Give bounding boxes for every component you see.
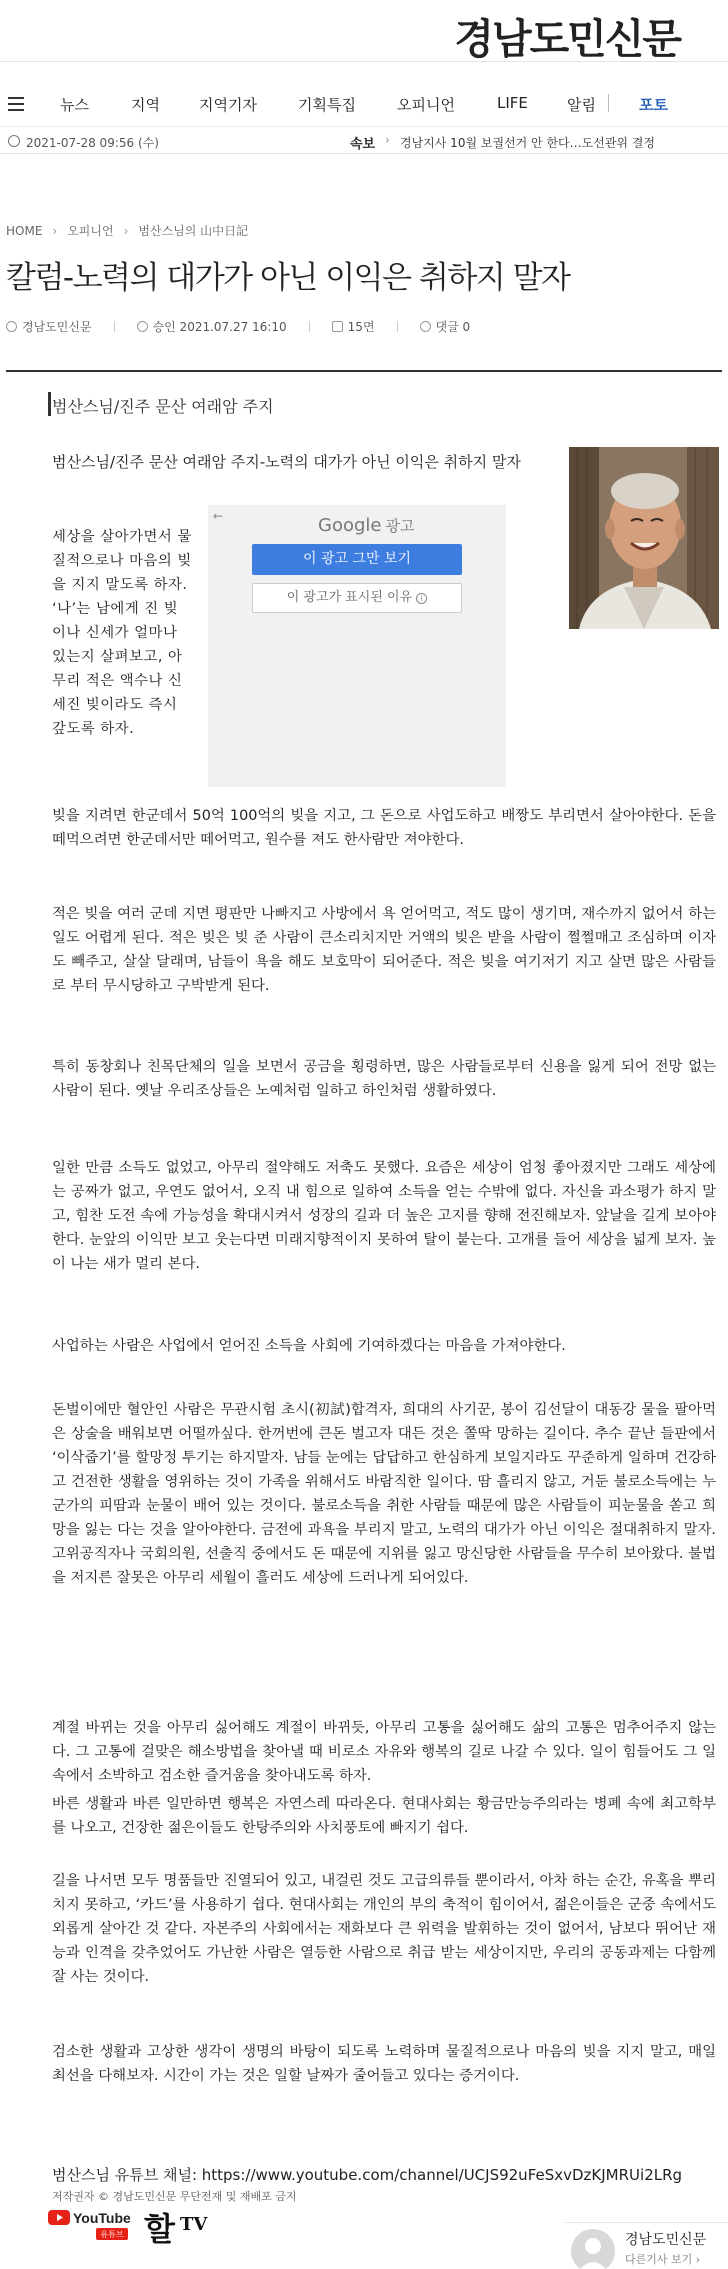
article-paragraph: 검소한 생활과 고상한 생각이 생명의 바탕이 되도록 노력하며 물질적으로나 마음의 빚을 지지 말고, 매일 최선을 다해보자. 시간이 가는 것은 일할 날짜가 줄어들고 있다는 증거이다. — [52, 2044, 716, 2084]
article-lead: 범산스님/진주 문산 여래암 주지-노력의 대가가 아닌 이익은 취하지 말자 — [52, 453, 521, 471]
copyright-notice: 저작권자 © 경남도민신문 무단전재 및 재배포 금지 — [52, 2190, 297, 2203]
article-paragraph: 적은 빚을 여러 군데 지면 평판만 나빠지고 사방에서 욕 얻어먹고, 적도 많이 생기며, 재수까지 없어서 하는 일도 어렵게 된다. 적은 빚은 빚 준 사람이 큰소리치지만 거액의 빚은 받을 사람이 쩔쩔매고 조심하며 이자도 빼주고, 살살 달래며, 남들이 욕을 해도 보호막이 되어준다. 적은 빚을 여기저기 지고 살면 많은 사람들로 부터 무시당하고 구박받게 된다. — [52, 906, 716, 994]
author-card — [565, 2222, 728, 2269]
youtube-channel-link[interactable]: 범산스님 유튜브 채널: https://www.youtube.com/channel/UCJS92uFeSxvDzKJMRUi2LRg — [52, 2166, 683, 2184]
subtitle-bar — [48, 392, 51, 416]
breadcrumb-home[interactable]: HOME — [6, 224, 43, 238]
breaking-news-label: 속보 — [350, 137, 376, 152]
why-this-ad-button[interactable] — [252, 583, 462, 613]
google-logo: Google — [318, 515, 382, 536]
chevron-right-icon: › — [385, 133, 390, 147]
breadcrumb-opinion[interactable]: 오피니언 — [67, 224, 114, 238]
stop-seeing-ad-button[interactable]: 이 광고 그만 보기 — [252, 544, 462, 575]
nav-divider — [608, 94, 609, 112]
why-this-ad-label: 이 광고가 표시된 이유 — [286, 590, 413, 605]
ad-block — [208, 505, 506, 787]
article-author[interactable]: 경남도민신문 — [22, 320, 92, 334]
article-paragraph: 특히 동창회나 친목단체의 일을 보면서 공금을 횡령하면, 많은 사람들로부터 신용을 잃게 되어 전망 없는 사람이 된다. 옛날 우리조상들은 노예처럼 일하고 하인처럼 생활하였다. — [52, 1059, 716, 1099]
page-icon — [332, 321, 343, 332]
site-header — [0, 0, 728, 62]
comment-icon — [420, 321, 431, 332]
info-icon: i — [416, 593, 427, 604]
author-photo — [569, 447, 719, 629]
article-page: 15면 — [347, 320, 375, 334]
nav-item-opinion[interactable]: 오피니언 — [397, 96, 455, 114]
nav-item-news[interactable]: 뉴스 — [60, 96, 89, 114]
youtube-wordmark: YouTube — [73, 2210, 130, 2226]
clock-icon — [137, 321, 148, 332]
breadcrumb-separator-icon: › — [52, 224, 58, 238]
article-paragraph: 계절 바뀌는 것을 아무리 싫어해도 계절이 바뀌듯, 아무리 고통을 싫어해도 삶의 고통은 멈추어주지 않는다. 그 고통에 걸맞은 해소방법을 찾아낼 때 비로소 자유와 행복의 길로 나갈 수 있다. 일이 힘들어도 그 일속에서 소박하고 검소한 즐거움을 찾아내도록 하자. — [52, 1720, 716, 1784]
nav-item-notice[interactable]: 알림 — [567, 96, 596, 114]
title-divider — [6, 370, 722, 372]
nav-item-photo[interactable]: 포토 — [639, 96, 668, 114]
clock-icon — [8, 135, 20, 147]
site-logo[interactable]: 경남도민신문 — [454, 15, 680, 63]
youtube-logo[interactable] — [48, 2208, 130, 2242]
ad-label: 광고 — [385, 517, 415, 535]
nav-item-region-reporter[interactable]: 지역기자 — [199, 96, 257, 114]
more-articles-link[interactable]: 다른기사 보기 › — [625, 2253, 701, 2266]
nav-item-region[interactable]: 지역 — [131, 96, 160, 114]
current-date: 2021-07-28 09:56 (수) — [26, 136, 159, 150]
breadcrumb-separator-icon: › — [123, 224, 129, 238]
breadcrumb-section[interactable]: 범산스님의 山中日記 — [138, 224, 249, 238]
article-title: 칼럼-노력의 대가가 아닌 이익은 취하지 말자 — [6, 260, 570, 296]
hal-tv-logo[interactable] — [142, 2204, 212, 2248]
article-subtitle: 범산스님/진주 문산 여래암 주지 — [52, 397, 274, 416]
article-paragraph: 바른 생활과 바른 일만하면 행복은 자연스레 따라온다. 현대사회는 황금만능주의라는 병폐 속에 최고학부를 나오고, 건장한 젊은이들도 한탕주의와 사치풍토에 빠지기 쉽다. — [52, 1796, 716, 1836]
avatar — [571, 2229, 615, 2269]
article-paragraph: 돈벌이에만 혈안인 사람은 무관시험 초시(初試)합격자, 희대의 사기꾼, 봉이 김선달이 대동강 물을 팔아먹은 상술을 배워보면 어떨까싶다. 한꺼번에 큰돈 벌고자 대든 것은 쫄딱 망하는 길이다. 추수 끝난 들판에서 ‘이삭줍기’를 할망정 투기는 하지말자. 남들 눈에는 답답하고 한심하게 보일지라도 꾸준하게 일하며 건강하고 건전한 생활을 영위하는 것이 가족을 위해서도 바람직한 일이다. 땀 흘리지 않고, 거둔 불로소득에는 누군가의 피땀과 눈물이 배어 있는 것이다. 불로소득을 취한 사람들 때문에 많은 사람들이 피눈물을 쏟고 희망을 잃는 다는 것을 알아야한다. 금전에 과욕을 부리지 말고, 노력의 대가가 아닌 이익은 절대취하지 말자. 고위공직자나 국회의원, 선출직 중에서도 돈 때문에 지위를 잃고 망신당한 사람들을 무수히 보아왔다. 불법을 저지른 잘못은 아무리 세월이 흘러도 세상에 드러나게 되어있다. — [52, 1402, 716, 1586]
article-approved-date: 승인 2021.07.27 16:10 — [152, 320, 287, 334]
date-bar — [0, 126, 728, 154]
nav-item-feature[interactable]: 기획특집 — [298, 96, 356, 114]
tv-logo-text: TV — [180, 2214, 208, 2235]
breadcrumb — [6, 222, 248, 239]
article-paragraph: 세상을 살아가면서 물질적으로나 마음의 빚을 지지 말도록 하자. ‘나’는 남에게 진 빚이나 신세가 얼마나 있는지 살펴보고, 아무리 적은 액수나 신세진 빚이라도 즉시 갚도록 하자. — [52, 529, 192, 737]
article-paragraph: 사업하는 사람은 사업에서 얻어진 소득을 사회에 기여하겠다는 마음을 가져야한다. — [52, 1338, 566, 1354]
main-nav — [0, 62, 728, 154]
author-name: 경남도민신문 — [625, 2232, 707, 2248]
article-paragraph: 일한 만큼 소득도 없었고, 아무리 절약해도 저축도 못했다. 요즘은 세상이 엄청 좋아졌지만 그래도 세상에는 공짜가 없고, 우연도 없어서, 오직 내 힘으로 일하여 소득을 얻는 수밖에 없다. 자신을 과소평가 하지 말고, 힘찬 도전 속에 가능성을 확대시켜서 성장의 길과 더 높은 고지를 향해 전진해보자. 앞날을 길게 보아야한다. 눈앞의 이익만 보고 웃는다면 미래지향적이지 못하여 탈이 붙는다. 고개를 들어 세상을 넓게 보자. 높이 나는 새가 멀리 본다. — [52, 1160, 716, 1272]
nav-item-life[interactable]: LIFE — [497, 94, 528, 112]
back-arrow-icon[interactable]: ← — [213, 509, 224, 523]
article-meta — [6, 318, 492, 335]
breaking-news-link[interactable]: 경남지사 10월 보궐선거 안 한다…도선관위 결정 — [400, 136, 655, 150]
youtube-badge: 유튜브 — [100, 2230, 124, 2239]
google-ad-label — [318, 515, 414, 536]
hal-logo-text: 할 — [144, 2210, 175, 2248]
article-paragraph: 빚을 지려면 한군데서 50억 100억의 빚을 지고, 그 돈으로 사업도하고 배짱도 부리면서 살아야한다. 돈을 떼먹으려면 한군데서만 떼어먹고, 원수를 져도 한사람만 져야한다. — [52, 808, 716, 848]
comment-count[interactable]: 댓글 0 — [435, 320, 471, 334]
article-paragraph: 길을 나서면 모두 명품들만 진열되어 있고, 내걸린 것도 고급의류들 뿐이라서, 아차 하는 순간, 유혹을 뿌리치지 못하고, ‘카드’를 사용하기 쉽다. 현대사회는 개인의 부의 축적이 힘이어서, 젊은이들은 군중 속에서도 외롭게 살아간 것 같다. 자본주의 사회에서는 재화보다 큰 위력을 발휘하는 것이 없어서, 남보다 뛰어난 재능과 인격을 갖추었어도 가난한 사람은 열등한 사람으로 취급 받는 세상이지만, 우리의 공동과제는 다함께 잘 사는 것이다. — [52, 1873, 716, 1985]
person-icon — [6, 321, 17, 332]
hamburger-menu-icon[interactable] — [8, 97, 24, 111]
